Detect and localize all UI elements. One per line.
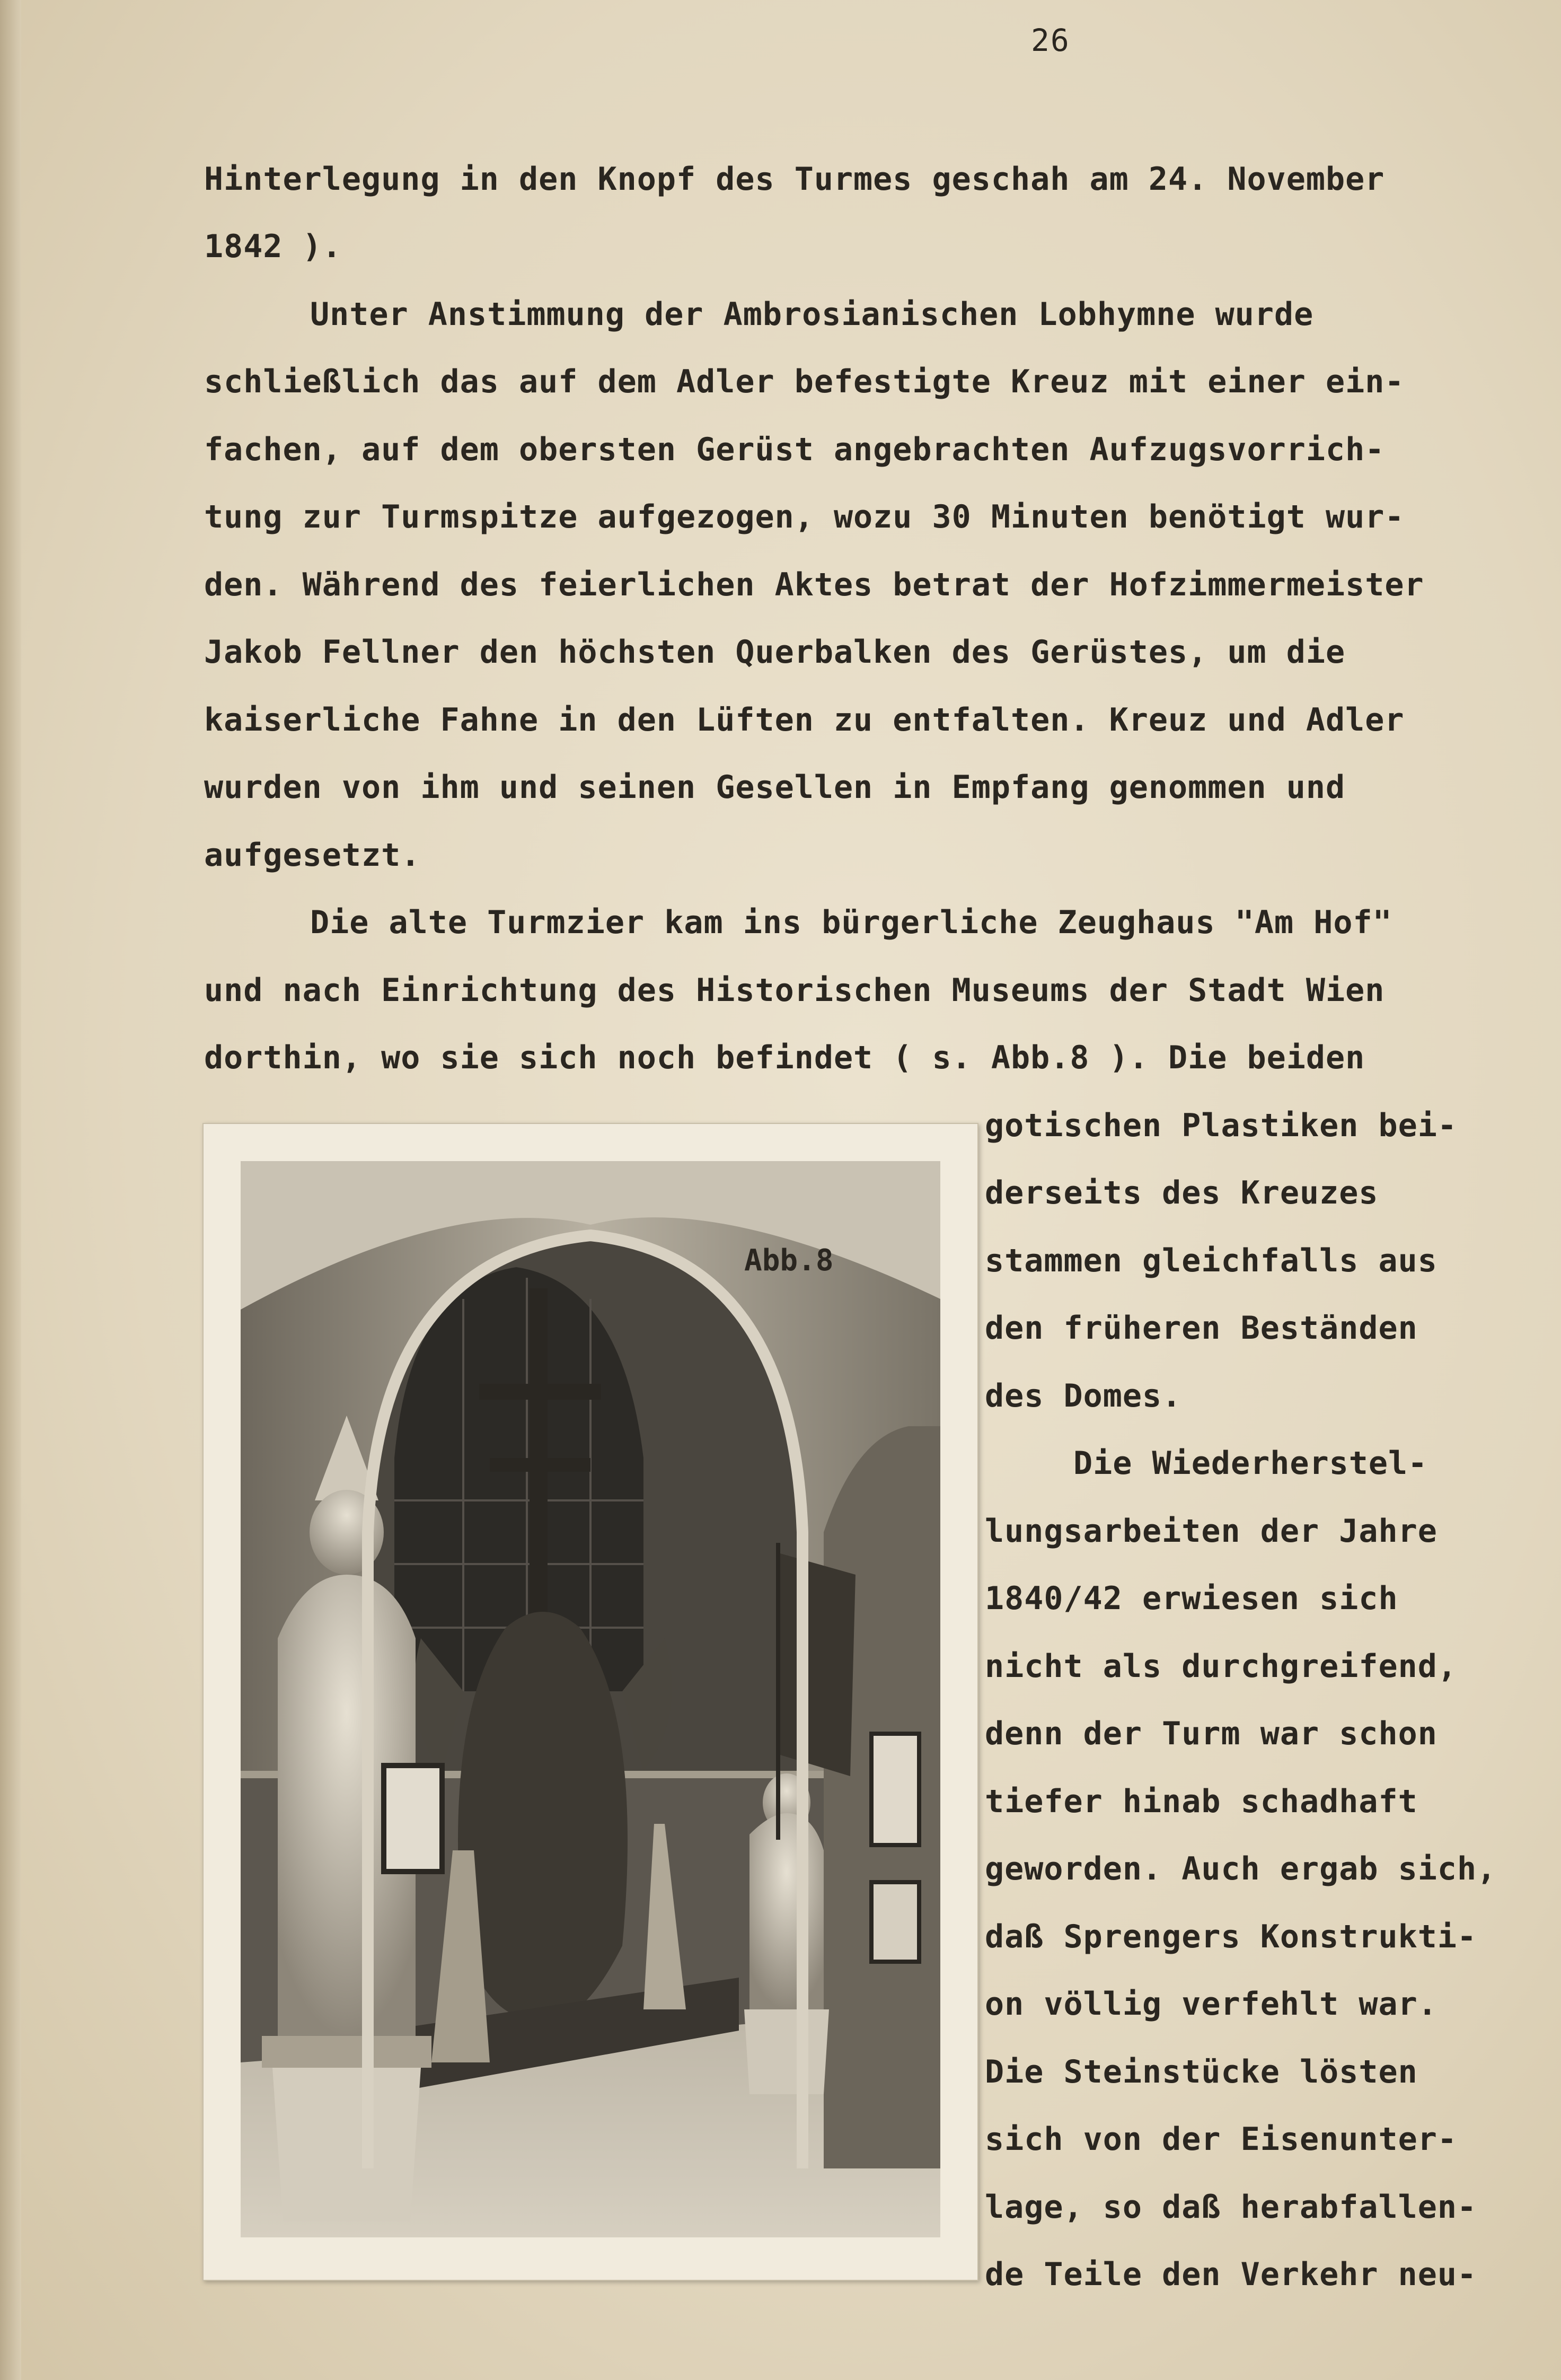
side-text-line: Die Wiederherstel-: [1073, 1445, 1428, 1482]
museum-interior-image: [241, 1161, 940, 2237]
binding-edge: [0, 0, 21, 2380]
side-text-line: nicht als durchgreifend,: [985, 1648, 1457, 1685]
text-line: fachen, auf dem obersten Gerüst angebrachten Aufzugsvorrich-: [204, 431, 1385, 468]
text-line: Unter Anstimmung der Ambrosianischen Lobhymne wurde: [310, 296, 1314, 333]
side-text-line: stammen gleichfalls aus: [985, 1242, 1437, 1279]
side-text-line: on völlig verfehlt war.: [985, 1986, 1437, 2023]
text-line: den. Während des feierlichen Aktes betrat der Hofzimmermeister: [204, 566, 1424, 603]
side-text-line: Die Steinstücke lösten: [985, 2053, 1418, 2091]
text-line: Hinterlegung in den Knopf des Turmes geschah am 24. November: [204, 161, 1385, 198]
page-number: 26: [1031, 22, 1070, 58]
side-text-line: tiefer hinab schadhaft: [985, 1783, 1418, 1820]
side-text-line: lage, so daß herabfallen-: [985, 2189, 1477, 2226]
text-line: kaiserliche Fahne in den Lüften zu entfalten. Kreuz und Adler: [204, 701, 1405, 739]
text-line: Jakob Fellner den höchsten Querbalken des Gerüstes, um die: [204, 634, 1346, 671]
figure-label: Abb.8: [744, 1243, 834, 1278]
text-line: 1842 ).: [204, 228, 342, 265]
side-text-line: derseits des Kreuzes: [985, 1174, 1379, 1211]
text-line: dorthin, wo sie sich noch befindet ( s. Abb.8 ). Die beiden: [204, 1039, 1365, 1076]
text-line: wurden von ihm und seinen Gesellen in Empfang genommen und: [204, 769, 1346, 806]
photo-mount: [202, 1123, 978, 2281]
side-text-line: des Domes.: [985, 1377, 1182, 1415]
text-line: aufgesetzt.: [204, 837, 421, 874]
side-text-line: den früheren Beständen: [985, 1310, 1418, 1347]
side-text-line: geworden. Auch ergab sich,: [985, 1850, 1497, 1887]
text-line: Die alte Turmzier kam ins bürgerliche Zeughaus "Am Hof": [310, 904, 1392, 941]
text-line: tung zur Turmspitze aufgezogen, wozu 30 Minuten benötigt wur-: [204, 498, 1405, 535]
text-line: und nach Einrichtung des Historischen Museums der Stadt Wien: [204, 972, 1385, 1009]
museum-photograph: [241, 1161, 940, 2237]
side-text-line: de Teile den Verkehr neu-: [985, 2256, 1477, 2293]
side-text-line: daß Sprengers Konstrukti-: [985, 1918, 1477, 1955]
side-text-line: lungsarbeiten der Jahre: [985, 1513, 1437, 1550]
side-text-line: 1840/42 erwiesen sich: [985, 1580, 1398, 1617]
side-text-line: sich von der Eisenunter-: [985, 2121, 1457, 2158]
side-text-line: denn der Turm war schon: [985, 1715, 1437, 1752]
text-line: schließlich das auf dem Adler befestigte Kreuz mit einer ein-: [204, 363, 1405, 400]
side-text-line: gotischen Plastiken bei-: [985, 1107, 1457, 1144]
